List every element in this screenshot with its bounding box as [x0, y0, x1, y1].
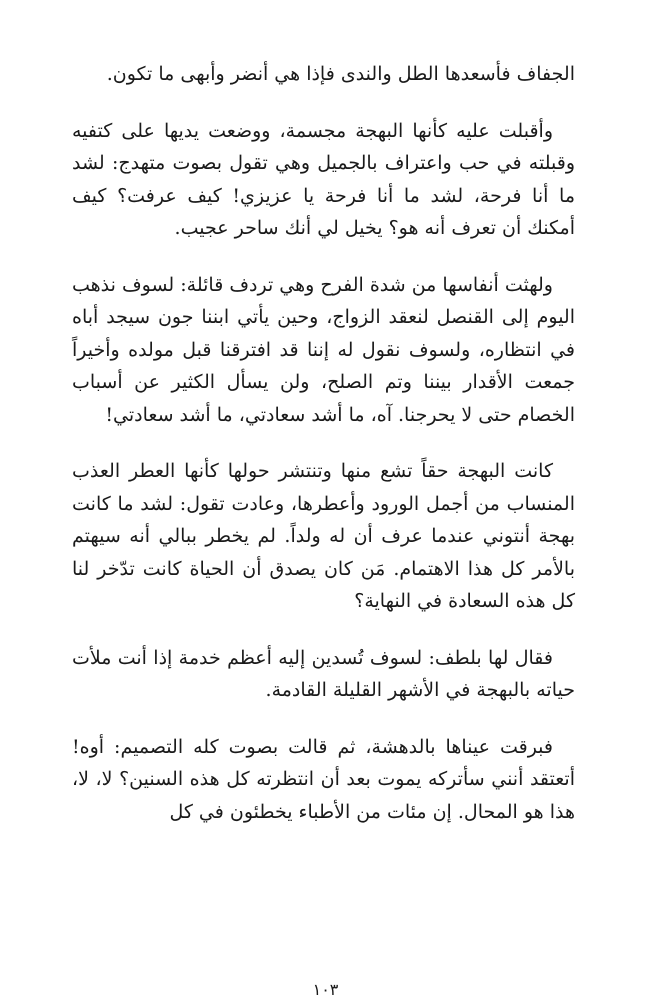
page-number: ١٠٣ [0, 974, 651, 1006]
paragraph-3: ولهثت أنفاسها من شدة الفرح وهي تردف قائلة: لسوف نذهب اليوم إلى القنصل لنعقد الزواج، وحين يأتي ابننا جون سيجد أباه في انتظاره، ولسوف نقول له إننا قد افترقنا قبل مولده وأخيراً جمعت الأقدار بيننا وتم الصلح، ولن يسأل الكثير عن أسباب الخصام حتى لا يحرجنا. آه، ما أشد سعادتي، ما أشد سعادتي! [72, 269, 575, 432]
paragraph-5: فقال لها بلطف: لسوف تُسدين إليه أعظم خدمة إذا أنت ملأت حياته بالبهجة في الأشهر القليلة القادمة. [72, 642, 575, 707]
paragraph-2: وأقبلت عليه كأنها البهجة مجسمة، ووضعت يديها على كتفيه وقبلته في حب واعتراف بالجميل وهي تقول بصوت متهدج: لشد ما أنا فرحة، لشد ما أنا فرحة يا عزيزي! كيف عرفت؟ كيف أمكنك أن تعرف أنه هو؟ يخيل لي أنك ساحر عجيب. [72, 115, 575, 245]
paragraph-4: كانت البهجة حقاً تشع منها وتنتشر حولها كأنها العطر العذب المنساب من أجمل الورود وأعطرها، وعادت تقول: لشد ما كانت بهجة أنتوني عندما عرف أن له ولداً. لم يخطر ببالي أنه سيهتم بالأمر كل هذا الاهتمام. مَن كان يصدق أن الحياة كانت تدّخر لنا كل هذه السعادة في النهاية؟ [72, 455, 575, 618]
paragraph-6: فبرقت عيناها بالدهشة، ثم قالت بصوت كله التصميم: أوه! أتعتقد أنني سأتركه يموت بعد أن انتظرته كل هذه السنين؟ لا، لا، هذا هو المحال. إن مئات من الأطباء يخطئون في كل [72, 731, 575, 829]
paragraph-1: الجفاف فأسعدها الطل والندى فإذا هي أنضر وأبهى ما تكون. [72, 58, 575, 91]
